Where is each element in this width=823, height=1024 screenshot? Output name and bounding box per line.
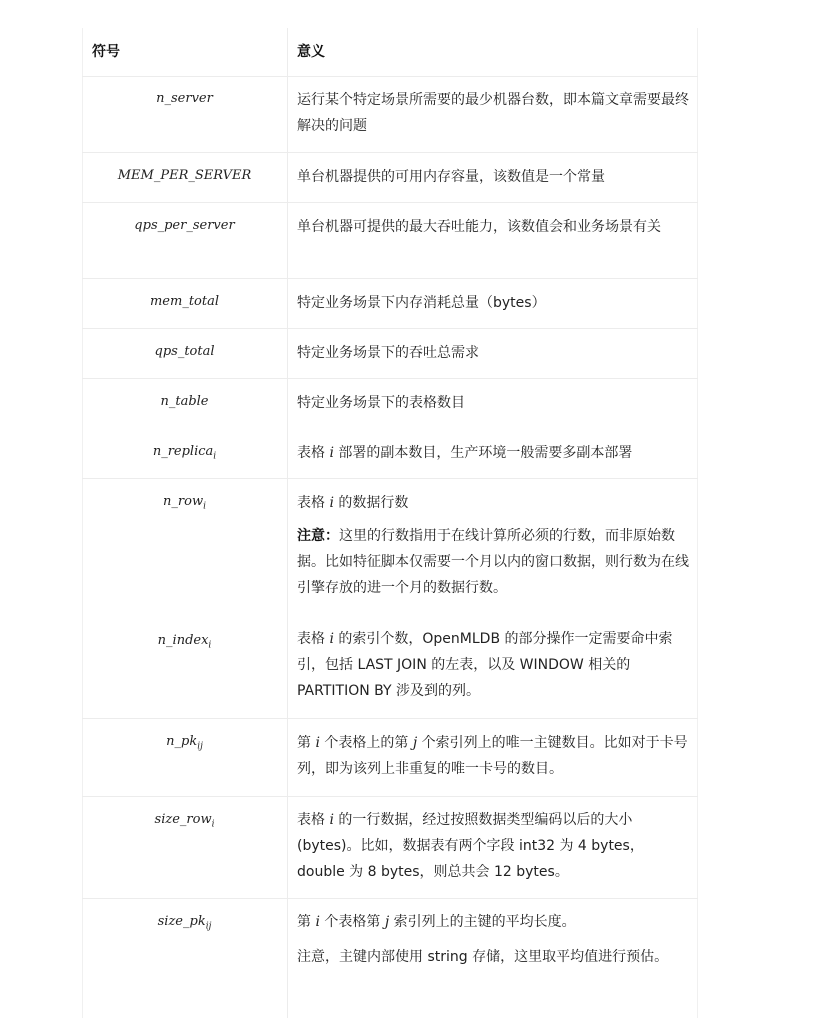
symbol-subscript: i [213,451,217,462]
meaning-text: 表格 [297,445,330,461]
meaning-cell [297,490,689,516]
note-text: 这里的行数指用于在线计算所必须的行数，而非原始数据。比如特征脚本仅需要一个月以内的窗口数据，则行数为在线引擎存放的进一个月的数据行数。 [297,528,689,596]
symbol-cell: qps_per_server [134,218,235,233]
symbol-cell [82,734,287,752]
meaning-cell [297,440,689,466]
meaning-cell: 单台机器提供的可用内存容量，该数值是一个常量 [297,169,605,185]
table-right-border [697,28,698,1018]
symbol-cell [82,444,287,462]
meaning-text: 个表格第 [319,914,385,930]
symbol-text: n_pk [166,734,198,749]
symbol-cell: n_server [156,91,213,106]
symbol-cell [82,494,287,512]
meaning-text: 表格 [297,631,330,647]
meaning-text: 部署的副本数目，生产环境一般需要多副本部署 [333,445,633,461]
symbol-cell [82,914,287,932]
variable-i: i [329,495,334,511]
variable-j: j [412,735,418,751]
meaning-cell: 特定业务场景下的表格数目 [297,395,465,411]
meaning-text: 的索引个数，OpenMLDB 的部分操作一定需要命中索引，包括 LAST JOIN 的左表，以及 WINDOW 相关的 PARTITION BY 涉及到的列。 [297,631,673,699]
meaning-text: 第 [297,735,316,751]
row-divider [82,796,698,797]
meaning-cell [297,807,689,885]
symbol-table [82,28,698,1018]
row-divider [82,898,698,899]
note-label: 注意： [297,528,339,544]
symbol-cell: n_table [160,394,209,409]
symbol-subscript: i [208,640,212,651]
meaning-cell: 特定业务场景下内存消耗总量（bytes） [297,295,546,311]
meaning-text: 表格 [297,812,330,828]
meaning-text: 表格 [297,495,330,511]
meaning-cell: 单台机器可提供的最大吞吐能力，该数值会和业务场景有关 [297,219,661,235]
variable-i: i [329,631,334,647]
header-meaning: 意义 [297,44,325,60]
meaning-cell [297,730,689,782]
row-divider [82,278,698,279]
variable-i: i [315,735,320,751]
symbol-text: n_row [163,494,204,509]
row-divider [82,202,698,203]
symbol-cell: qps_total [154,344,215,359]
meaning-text: 的一行数据，经过按照数据类型编码以后的大小(bytes)。比如，数据表有两个字段 int32 为 4 bytes，double 为 8 bytes，则总共会 12 bytes。 [297,812,644,880]
symbol-text: size_pk [157,914,206,929]
symbol-subscript: ij [205,921,212,932]
row-divider [82,328,698,329]
variable-i: i [315,914,320,930]
meaning-cell: 特定业务场景下的吞吐总需求 [297,345,479,361]
symbol-cell: mem_total [149,294,220,309]
meaning-text: 个表格上的第 [319,735,413,751]
symbol-text: size_row [154,812,212,827]
symbol-text: n_replica [152,444,214,459]
note-paragraph: 注意，主键内部使用 string 存储，这里取平均值进行预估。 [297,949,669,965]
meaning-text: 第 [297,914,316,930]
symbol-cell [82,812,287,830]
row-divider [82,152,698,153]
symbol-text: n_index [157,633,209,648]
symbol-cell [82,633,287,651]
row-divider [82,76,698,77]
symbol-subscript: ij [197,741,203,752]
row-divider [82,718,698,719]
row-divider [82,478,698,479]
symbol-subscript: i [211,819,215,830]
variable-i: i [329,445,334,461]
meaning-cell: 运行某个特定场景所需要的最少机器台数，即本篇文章需要最终解决的问题 [297,92,689,134]
note-paragraph [297,523,689,601]
symbol-cell: MEM_PER_SERVER [117,168,252,183]
meaning-cell [297,626,689,704]
meaning-text: 索引列上的主键的平均长度。 [389,914,576,930]
header-symbol: 符号 [92,44,120,60]
row-divider [82,378,698,379]
meaning-cell [297,909,689,935]
meaning-text: 个索引列上的唯一主键数目。比如对于卡号列，即为该列上非重复的唯一卡号的数目。 [297,735,688,777]
meaning-text: 的数据行数 [333,495,409,511]
variable-i: i [329,812,334,828]
column-divider [287,28,288,1018]
symbol-subscript: i [203,501,206,512]
variable-j: j [384,914,390,930]
